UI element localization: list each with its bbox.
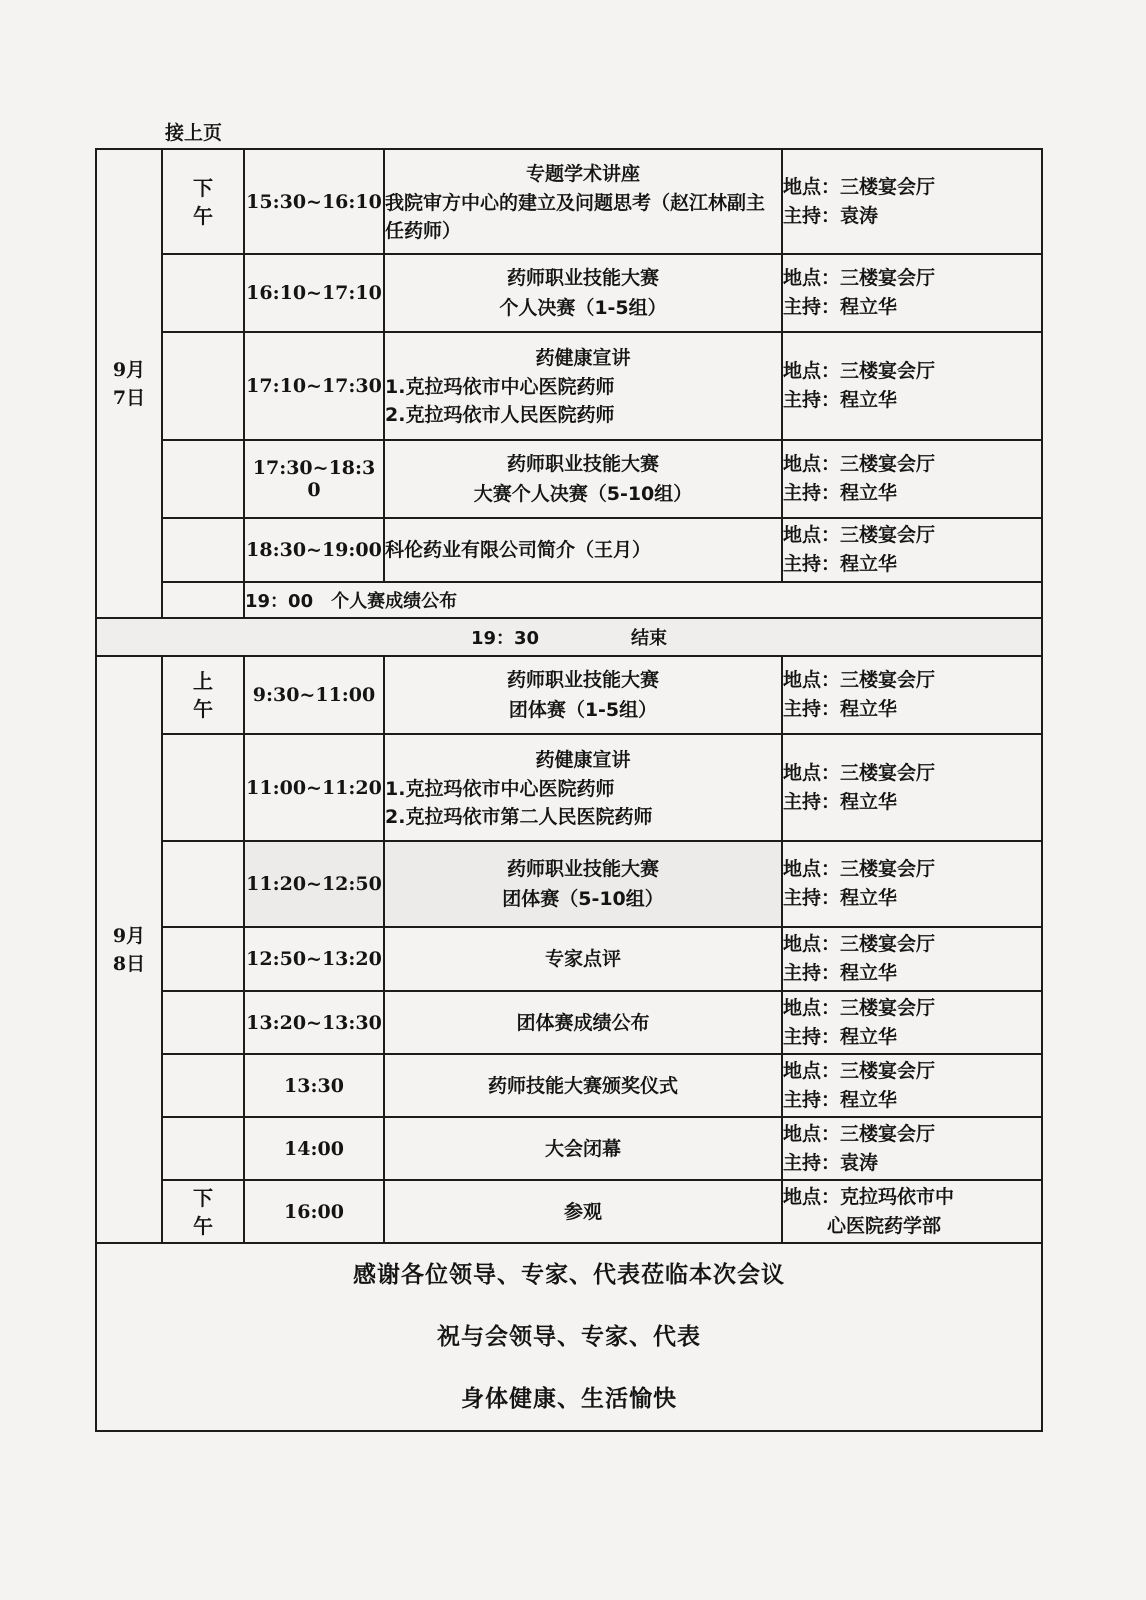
end-time: 19：30 xyxy=(470,628,540,649)
time-line: 0 xyxy=(307,479,321,501)
location-cell xyxy=(782,440,1042,518)
period-cell-empty xyxy=(162,440,244,518)
schedule-row xyxy=(96,841,1042,927)
period-cell-empty xyxy=(162,841,244,927)
location-cell xyxy=(782,841,1042,927)
period-cell-empty xyxy=(162,332,244,440)
content-cell xyxy=(384,656,782,734)
results-announcement: 19：00 个人赛成绩公布 xyxy=(244,582,1042,618)
closing-message xyxy=(96,1243,1042,1431)
period-cell-afternoon xyxy=(162,149,244,254)
closing-line: 感谢各位领导、专家、代表莅临本次会议 xyxy=(353,1262,785,1288)
location-cell xyxy=(782,927,1042,991)
location-text: 地点：三楼宴会厅 xyxy=(783,933,936,955)
session-subtitle: 团体赛（5-10组） xyxy=(502,888,664,910)
time-cell: 15:30~16:10 xyxy=(244,149,384,254)
location-cell xyxy=(782,149,1042,254)
time-cell: 12:50~13:20 xyxy=(244,927,384,991)
host-text: 主持：程立华 xyxy=(783,698,898,720)
schedule-row xyxy=(96,927,1042,991)
time-cell: 14:00 xyxy=(244,1117,384,1180)
session-title: 药师职业技能大赛 xyxy=(506,267,659,289)
host-text: 主持：程立华 xyxy=(783,296,898,318)
location-cell xyxy=(782,734,1042,841)
content-cell xyxy=(384,927,782,991)
host-text: 主持：程立华 xyxy=(783,962,898,984)
location-cell xyxy=(782,1180,1042,1243)
period-cell-empty xyxy=(162,582,244,618)
location-text: 地点：三楼宴会厅 xyxy=(783,1059,936,1082)
content-cell xyxy=(384,1180,782,1243)
time-cell: 13:30 xyxy=(244,1054,384,1117)
speaker-item: 2.克拉玛依市人民医院药师 xyxy=(385,404,615,426)
location-text: 地点：三楼宴会厅 xyxy=(783,761,936,784)
content-cell xyxy=(384,149,782,254)
content-cell xyxy=(384,1054,782,1117)
session-title: 药师职业技能大赛 xyxy=(506,858,659,880)
time-line: 17:30~18:3 xyxy=(252,457,376,479)
content-cell xyxy=(384,332,782,440)
session-title: 药师技能大赛颁奖仪式 xyxy=(487,1074,678,1097)
host-text: 主持：程立华 xyxy=(783,1025,898,1048)
session-detail: 我院审方中心的建立及问题思考（赵江林副主任药师） xyxy=(385,191,766,242)
host-text: 主持：程立华 xyxy=(783,790,898,813)
date-day: 7日 xyxy=(112,386,146,409)
session-title: 参观 xyxy=(563,1200,602,1223)
content-cell xyxy=(384,254,782,332)
session-title: 团体赛成绩公布 xyxy=(516,1011,650,1034)
schedule-row xyxy=(96,518,1042,582)
location-text: 地点：三楼宴会厅 xyxy=(783,996,936,1019)
session-title: 专家点评 xyxy=(544,948,621,970)
session-title: 药健康宣讲 xyxy=(535,748,631,771)
session-title: 大会闭幕 xyxy=(544,1137,621,1160)
schedule-row xyxy=(96,1117,1042,1180)
period-cell-empty xyxy=(162,991,244,1054)
session-subtitle: 大赛个人决赛（5-10组） xyxy=(473,483,693,505)
location-text: 地点：三楼宴会厅 xyxy=(783,360,936,382)
schedule-row xyxy=(96,1180,1042,1243)
session-detail: 科伦药业有限公司简介（王月） xyxy=(385,539,652,561)
session-subtitle: 个人决赛（1-5组） xyxy=(499,297,667,319)
announcement-row xyxy=(96,582,1042,618)
period-cell-morning xyxy=(162,656,244,734)
time-cell: 9:30~11:00 xyxy=(244,656,384,734)
schedule-row xyxy=(96,1054,1042,1117)
schedule-row xyxy=(96,656,1042,734)
time-cell: 16:10~17:10 xyxy=(244,254,384,332)
date-day: 8日 xyxy=(112,952,146,975)
period-char: 下 xyxy=(193,1185,213,1210)
schedule-row xyxy=(96,991,1042,1054)
content-cell xyxy=(384,518,782,582)
content-cell xyxy=(384,734,782,841)
end-row xyxy=(96,618,1042,656)
period-char: 午 xyxy=(193,203,213,228)
host-text: 主持：程立华 xyxy=(783,389,898,411)
day-end-cell xyxy=(96,618,1042,656)
period-cell-afternoon xyxy=(162,1180,244,1243)
closing-line: 祝与会领导、专家、代表 xyxy=(437,1324,701,1350)
period-cell-empty xyxy=(162,518,244,582)
continued-label: 接上页 xyxy=(165,122,223,144)
period-cell-empty xyxy=(162,1054,244,1117)
schedule-row xyxy=(96,332,1042,440)
period-cell-empty xyxy=(162,927,244,991)
period-cell-empty xyxy=(162,734,244,841)
period-char: 上 xyxy=(193,669,213,693)
session-subtitle: 团体赛（1-5组） xyxy=(508,699,658,721)
location-cell xyxy=(782,518,1042,582)
time-cell: 11:20~12:50 xyxy=(244,841,384,927)
location-cell xyxy=(782,254,1042,332)
time-cell: 17:10~17:30 xyxy=(244,332,384,440)
content-cell xyxy=(384,841,782,927)
time-cell xyxy=(244,440,384,518)
closing-line: 身体健康、生活愉快 xyxy=(461,1386,677,1412)
location-cell xyxy=(782,1054,1042,1117)
session-title: 药健康宣讲 xyxy=(535,347,631,369)
location-text: 地点：三楼宴会厅 xyxy=(783,175,936,198)
content-cell xyxy=(384,440,782,518)
session-title: 专题学术讲座 xyxy=(525,162,640,185)
time-cell: 13:20~13:30 xyxy=(244,991,384,1054)
location-cell xyxy=(782,1117,1042,1180)
schedule-row xyxy=(96,440,1042,518)
date-cell-sep8 xyxy=(96,656,162,1243)
period-cell-empty xyxy=(162,1117,244,1180)
closing-row xyxy=(96,1243,1042,1431)
location-text: 地点：克拉玛依市中 xyxy=(783,1185,955,1208)
speaker-item: 2.克拉玛依市第二人民医院药师 xyxy=(385,805,653,828)
content-cell xyxy=(384,1117,782,1180)
content-cell xyxy=(384,991,782,1054)
location-text: 地点：三楼宴会厅 xyxy=(783,267,936,289)
date-month: 9月 xyxy=(112,358,146,381)
host-text: 主持：袁涛 xyxy=(783,204,879,227)
schedule-row xyxy=(96,254,1042,332)
location-text: 地点：三楼宴会厅 xyxy=(783,524,936,546)
location-cell xyxy=(782,991,1042,1054)
end-label: 结束 xyxy=(631,628,668,649)
date-cell-sep7 xyxy=(96,149,162,618)
location-cell xyxy=(782,656,1042,734)
session-title: 药师职业技能大赛 xyxy=(506,669,659,691)
location-text-continued: 心医院药学部 xyxy=(827,1214,942,1237)
host-text: 主持：程立华 xyxy=(783,1088,898,1111)
date-month: 9月 xyxy=(112,924,146,947)
schedule-row xyxy=(96,734,1042,841)
speaker-item: 1.克拉玛依市中心医院药师 xyxy=(385,777,615,800)
host-text: 主持：程立华 xyxy=(783,482,898,504)
speaker-item: 1.克拉玛依市中心医院药师 xyxy=(385,376,615,398)
schedule-table xyxy=(95,148,1043,1432)
session-title: 药师职业技能大赛 xyxy=(506,453,659,475)
period-char: 午 xyxy=(193,1213,213,1238)
period-char: 下 xyxy=(193,175,213,200)
host-text: 主持：袁涛 xyxy=(783,1151,879,1174)
host-text: 主持：程立华 xyxy=(783,887,898,909)
schedule-row xyxy=(96,149,1042,254)
time-cell: 16:00 xyxy=(244,1180,384,1243)
host-text: 主持：程立华 xyxy=(783,553,898,575)
location-cell xyxy=(782,332,1042,440)
location-text: 地点：三楼宴会厅 xyxy=(783,669,936,691)
time-cell: 18:30~19:00 xyxy=(244,518,384,582)
location-text: 地点：三楼宴会厅 xyxy=(783,1122,936,1145)
time-cell: 11:00~11:20 xyxy=(244,734,384,841)
location-text: 地点：三楼宴会厅 xyxy=(783,858,936,880)
period-char: 午 xyxy=(193,697,213,721)
period-cell-empty xyxy=(162,254,244,332)
location-text: 地点：三楼宴会厅 xyxy=(783,453,936,475)
